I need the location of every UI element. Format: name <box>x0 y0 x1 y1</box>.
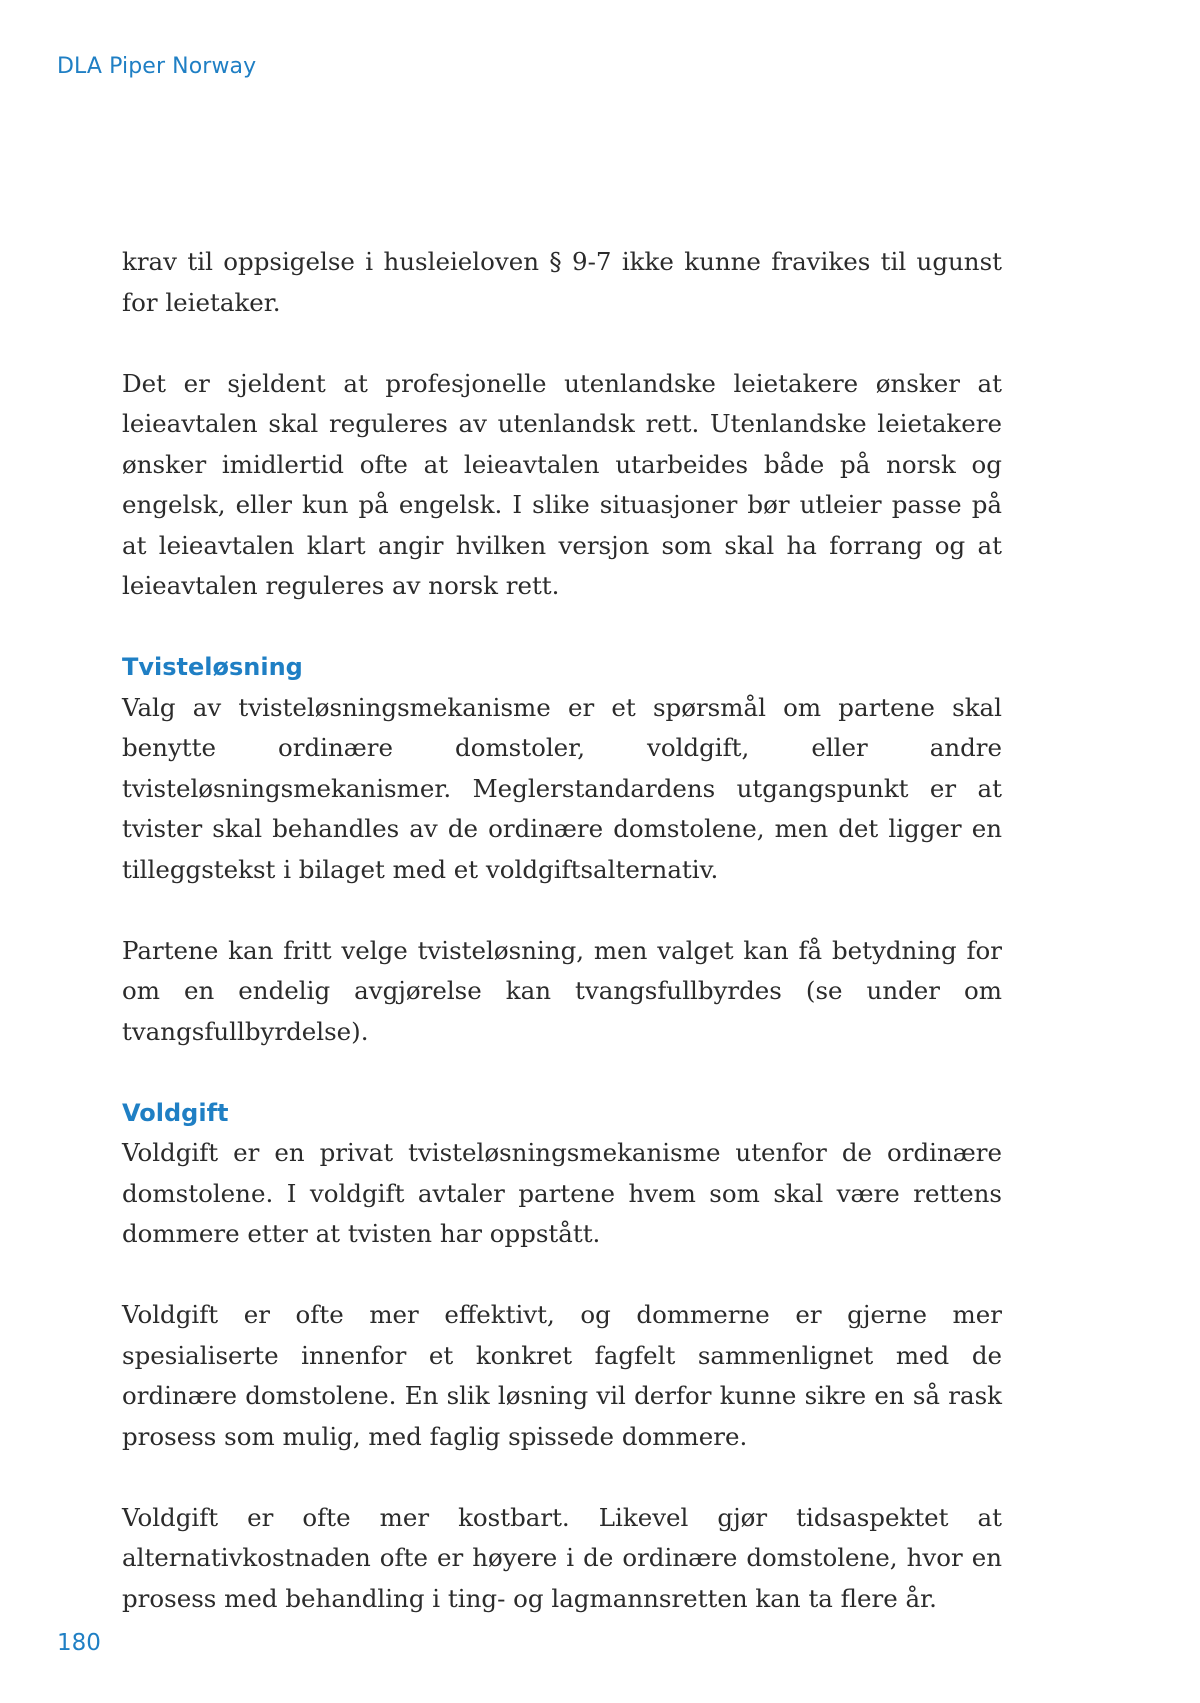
body-paragraph: Voldgift er ofte mer effektivt, og dommerne er gjerne mer spesialiserte innenfor et konkret fagfelt sammenlignet med de ordinære domstolene. En slik løsning vil derfor kunne sikre en så rask prosess som mulig, med faglig spissede dommere. <box>122 1300 1002 1451</box>
section-heading-voldgift: Voldgift <box>122 1098 229 1127</box>
page-number: 180 <box>57 1630 101 1656</box>
body-paragraph: Det er sjeldent at profesjonelle utenlandske leietakere ønsker at leieavtalen skal reguleres av utenlandsk rett. Utenlandske leietakere ønsker imidlertid ofte at leieavtalen utarbeides både på norsk og engelsk, eller kun på engelsk. I slike situasjoner bør utleier passe på at leieavtalen klart angir hvilken versjon som skal ha forrang og at leieavtalen reguleres av norsk rett. <box>122 368 1002 600</box>
section-heading-tvistelosning: Tvisteløsning <box>122 653 303 681</box>
running-header: DLA Piper Norway <box>57 54 257 79</box>
body-paragraph: krav til oppsigelse i husleieloven § 9-7 ikke kunne fravikes til ugunst for leietaker. <box>122 247 1002 317</box>
body-paragraph: Valg av tvisteløsningsmekanisme er et spørsmål om partene skal benytte ordinære domstoler, voldgift, eller andre tvisteløsningsmekanismer. Meglerstandardens utgangspunkt er at tvister skal behandles av de ordinære domstolene, men det ligger en tilleggstekst i bilaget med et voldgiftsalternativ. <box>122 692 1002 884</box>
body-paragraph: Partene kan fritt velge tvisteløsning, men valget kan få betydning for om en endelig avgjørelse kan tvangsfullbyrdes (se under om tvangsfullbyrdelse). <box>122 935 1002 1046</box>
body-paragraph: Voldgift er en privat tvisteløsningsmekanisme utenfor de ordinære domstolene. I voldgift avtaler partene hvem som skal være rettens dommere etter at tvisten har oppstått. <box>122 1138 1002 1248</box>
body-paragraph: Voldgift er ofte mer kostbart. Likevel gjør tidsaspektet at alternativkostnaden ofte er høyere i de ordinære domstolene, hvor en prosess med behandling i ting- og lagmannsretten kan ta flere år. <box>122 1502 1002 1613</box>
page-body <box>122 242 1002 1619</box>
